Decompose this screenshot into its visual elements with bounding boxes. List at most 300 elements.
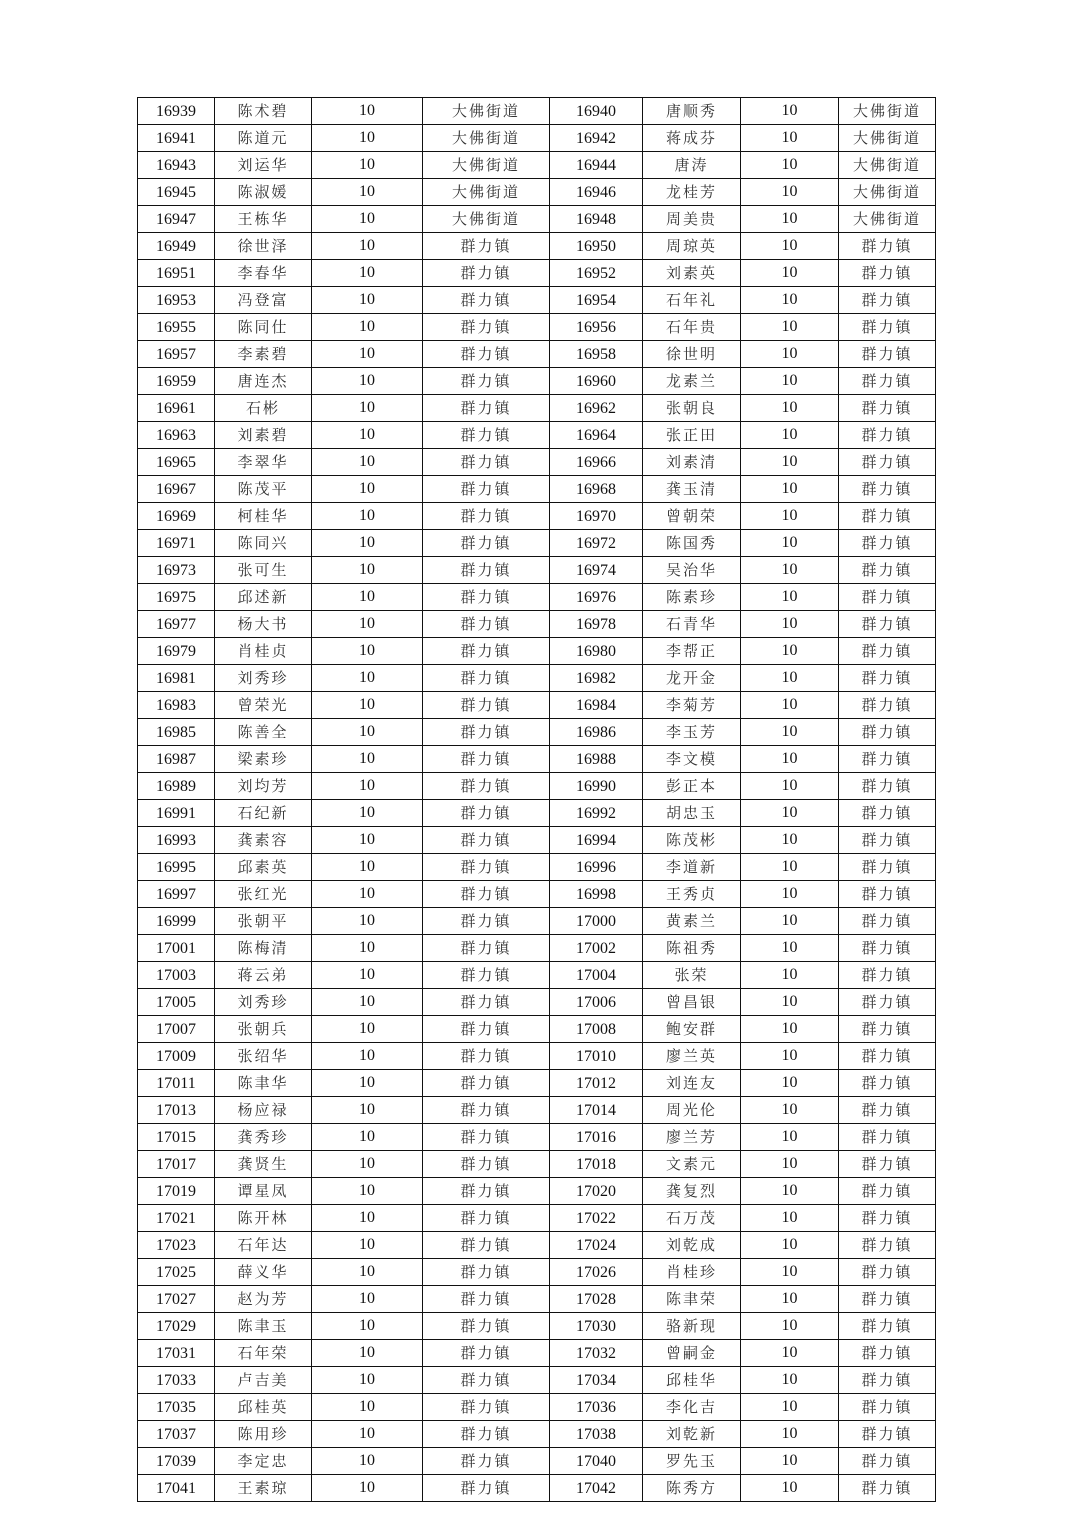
cell-amount: 10 xyxy=(741,530,839,557)
table-row xyxy=(138,1259,936,1286)
cell-id: 16972 xyxy=(550,530,643,557)
cell-place: 群力镇 xyxy=(839,854,936,881)
cell-amount: 10 xyxy=(312,260,423,287)
cell-name: 邱桂华 xyxy=(643,1367,741,1394)
cell-place: 群力镇 xyxy=(839,881,936,908)
cell-name: 杨应禄 xyxy=(215,1097,312,1124)
cell-id: 17007 xyxy=(138,1016,215,1043)
table-row xyxy=(138,1178,936,1205)
cell-name: 石万茂 xyxy=(643,1205,741,1232)
cell-name: 冯登富 xyxy=(215,287,312,314)
cell-place: 群力镇 xyxy=(423,935,550,962)
cell-id: 17013 xyxy=(138,1097,215,1124)
cell-amount: 10 xyxy=(312,98,423,125)
cell-place: 大佛街道 xyxy=(423,98,550,125)
cell-id: 17004 xyxy=(550,962,643,989)
cell-place: 群力镇 xyxy=(423,584,550,611)
cell-id: 16955 xyxy=(138,314,215,341)
cell-amount: 10 xyxy=(312,773,423,800)
cell-place: 群力镇 xyxy=(839,692,936,719)
cell-amount: 10 xyxy=(312,314,423,341)
table-row xyxy=(138,395,936,422)
cell-amount: 10 xyxy=(312,1151,423,1178)
cell-name: 张绍华 xyxy=(215,1043,312,1070)
cell-amount: 10 xyxy=(312,530,423,557)
cell-amount: 10 xyxy=(741,1367,839,1394)
cell-name: 文素元 xyxy=(643,1151,741,1178)
table-row xyxy=(138,1205,936,1232)
cell-place: 群力镇 xyxy=(839,773,936,800)
cell-place: 群力镇 xyxy=(839,1205,936,1232)
cell-place: 群力镇 xyxy=(423,395,550,422)
cell-place: 大佛街道 xyxy=(839,206,936,233)
cell-place: 群力镇 xyxy=(839,314,936,341)
cell-place: 大佛街道 xyxy=(839,98,936,125)
cell-id: 16954 xyxy=(550,287,643,314)
cell-place: 群力镇 xyxy=(423,1475,550,1502)
cell-id: 17040 xyxy=(550,1448,643,1475)
cell-id: 16960 xyxy=(550,368,643,395)
table-row xyxy=(138,476,936,503)
cell-place: 群力镇 xyxy=(839,1313,936,1340)
cell-amount: 10 xyxy=(741,1475,839,1502)
cell-amount: 10 xyxy=(741,125,839,152)
table-row xyxy=(138,1286,936,1313)
cell-id: 17032 xyxy=(550,1340,643,1367)
table-row xyxy=(138,827,936,854)
cell-id: 17001 xyxy=(138,935,215,962)
cell-amount: 10 xyxy=(741,827,839,854)
cell-place: 群力镇 xyxy=(839,1151,936,1178)
table-row xyxy=(138,665,936,692)
cell-amount: 10 xyxy=(312,179,423,206)
cell-name: 石年礼 xyxy=(643,287,741,314)
cell-name: 蒋云弟 xyxy=(215,962,312,989)
cell-amount: 10 xyxy=(741,1016,839,1043)
cell-name: 刘乾成 xyxy=(643,1232,741,1259)
cell-id: 16939 xyxy=(138,98,215,125)
cell-amount: 10 xyxy=(741,1232,839,1259)
cell-name: 唐连杰 xyxy=(215,368,312,395)
cell-amount: 10 xyxy=(312,1394,423,1421)
cell-place: 大佛街道 xyxy=(839,152,936,179)
cell-id: 16962 xyxy=(550,395,643,422)
table-row xyxy=(138,1313,936,1340)
cell-id: 17028 xyxy=(550,1286,643,1313)
cell-place: 群力镇 xyxy=(839,341,936,368)
cell-name: 周光伦 xyxy=(643,1097,741,1124)
cell-place: 群力镇 xyxy=(423,287,550,314)
cell-name: 徐世明 xyxy=(643,341,741,368)
cell-name: 廖兰英 xyxy=(643,1043,741,1070)
cell-amount: 10 xyxy=(741,881,839,908)
cell-name: 刘乾新 xyxy=(643,1421,741,1448)
cell-place: 群力镇 xyxy=(839,665,936,692)
cell-id: 16968 xyxy=(550,476,643,503)
table-row xyxy=(138,962,936,989)
cell-place: 群力镇 xyxy=(839,1097,936,1124)
cell-place: 群力镇 xyxy=(839,827,936,854)
cell-name: 罗先玉 xyxy=(643,1448,741,1475)
cell-place: 群力镇 xyxy=(839,287,936,314)
cell-id: 16973 xyxy=(138,557,215,584)
cell-name: 黄素兰 xyxy=(643,908,741,935)
cell-place: 群力镇 xyxy=(839,719,936,746)
cell-place: 群力镇 xyxy=(423,962,550,989)
cell-amount: 10 xyxy=(312,1448,423,1475)
cell-id: 17027 xyxy=(138,1286,215,1313)
cell-place: 群力镇 xyxy=(839,962,936,989)
cell-place: 群力镇 xyxy=(839,989,936,1016)
cell-amount: 10 xyxy=(741,152,839,179)
cell-name: 李道新 xyxy=(643,854,741,881)
cell-name: 刘素清 xyxy=(643,449,741,476)
cell-place: 群力镇 xyxy=(839,422,936,449)
cell-id: 16970 xyxy=(550,503,643,530)
cell-id: 17031 xyxy=(138,1340,215,1367)
table-row xyxy=(138,989,936,1016)
table-row xyxy=(138,98,936,125)
cell-amount: 10 xyxy=(312,206,423,233)
cell-name: 谭星凤 xyxy=(215,1178,312,1205)
cell-id: 17029 xyxy=(138,1313,215,1340)
cell-amount: 10 xyxy=(312,1016,423,1043)
cell-place: 群力镇 xyxy=(839,908,936,935)
cell-name: 杨大书 xyxy=(215,611,312,638)
cell-place: 群力镇 xyxy=(839,1286,936,1313)
cell-id: 17035 xyxy=(138,1394,215,1421)
cell-name: 刘秀珍 xyxy=(215,989,312,1016)
cell-amount: 10 xyxy=(312,449,423,476)
cell-id: 17037 xyxy=(138,1421,215,1448)
table-row xyxy=(138,1475,936,1502)
cell-name: 石青华 xyxy=(643,611,741,638)
table-row xyxy=(138,152,936,179)
cell-amount: 10 xyxy=(312,1259,423,1286)
cell-name: 彭正本 xyxy=(643,773,741,800)
table-row xyxy=(138,287,936,314)
cell-id: 16977 xyxy=(138,611,215,638)
cell-name: 鲍安群 xyxy=(643,1016,741,1043)
cell-id: 16986 xyxy=(550,719,643,746)
cell-id: 16989 xyxy=(138,773,215,800)
cell-id: 16956 xyxy=(550,314,643,341)
cell-amount: 10 xyxy=(741,287,839,314)
cell-id: 17025 xyxy=(138,1259,215,1286)
cell-place: 群力镇 xyxy=(839,1070,936,1097)
cell-place: 群力镇 xyxy=(423,530,550,557)
cell-place: 大佛街道 xyxy=(423,206,550,233)
cell-id: 17012 xyxy=(550,1070,643,1097)
cell-name: 邱素英 xyxy=(215,854,312,881)
cell-name: 曾嗣金 xyxy=(643,1340,741,1367)
cell-place: 群力镇 xyxy=(839,800,936,827)
cell-amount: 10 xyxy=(741,368,839,395)
cell-name: 陈素珍 xyxy=(643,584,741,611)
cell-id: 17030 xyxy=(550,1313,643,1340)
cell-name: 陈用珍 xyxy=(215,1421,312,1448)
cell-place: 群力镇 xyxy=(839,1421,936,1448)
cell-amount: 10 xyxy=(741,98,839,125)
cell-id: 17014 xyxy=(550,1097,643,1124)
cell-amount: 10 xyxy=(741,935,839,962)
cell-name: 陈祖秀 xyxy=(643,935,741,962)
cell-id: 16951 xyxy=(138,260,215,287)
cell-amount: 10 xyxy=(312,341,423,368)
cell-name: 石年荣 xyxy=(215,1340,312,1367)
cell-amount: 10 xyxy=(312,1313,423,1340)
cell-place: 群力镇 xyxy=(839,503,936,530)
cell-amount: 10 xyxy=(741,422,839,449)
cell-amount: 10 xyxy=(741,1124,839,1151)
cell-name: 吴治华 xyxy=(643,557,741,584)
cell-id: 16981 xyxy=(138,665,215,692)
cell-name: 龚秀珍 xyxy=(215,1124,312,1151)
cell-name: 刘均芳 xyxy=(215,773,312,800)
cell-place: 群力镇 xyxy=(423,1367,550,1394)
cell-name: 石年贵 xyxy=(643,314,741,341)
cell-amount: 10 xyxy=(741,233,839,260)
cell-place: 群力镇 xyxy=(423,989,550,1016)
cell-id: 17023 xyxy=(138,1232,215,1259)
cell-amount: 10 xyxy=(312,557,423,584)
cell-amount: 10 xyxy=(741,962,839,989)
cell-id: 16996 xyxy=(550,854,643,881)
cell-place: 群力镇 xyxy=(423,341,550,368)
cell-amount: 10 xyxy=(312,395,423,422)
cell-id: 17039 xyxy=(138,1448,215,1475)
cell-place: 群力镇 xyxy=(423,1259,550,1286)
table-row xyxy=(138,503,936,530)
table-row xyxy=(138,1340,936,1367)
cell-name: 周琼英 xyxy=(643,233,741,260)
cell-amount: 10 xyxy=(312,1124,423,1151)
cell-amount: 10 xyxy=(741,1097,839,1124)
table-row xyxy=(138,1043,936,1070)
table-row xyxy=(138,125,936,152)
cell-name: 李素碧 xyxy=(215,341,312,368)
cell-name: 周美贵 xyxy=(643,206,741,233)
cell-name: 邱桂英 xyxy=(215,1394,312,1421)
cell-place: 群力镇 xyxy=(839,1016,936,1043)
cell-id: 16963 xyxy=(138,422,215,449)
cell-place: 群力镇 xyxy=(839,638,936,665)
cell-name: 陈国秀 xyxy=(643,530,741,557)
cell-id: 17021 xyxy=(138,1205,215,1232)
cell-amount: 10 xyxy=(741,1178,839,1205)
cell-name: 王栋华 xyxy=(215,206,312,233)
cell-name: 徐世泽 xyxy=(215,233,312,260)
cell-id: 16966 xyxy=(550,449,643,476)
cell-id: 16995 xyxy=(138,854,215,881)
cell-id: 16944 xyxy=(550,152,643,179)
cell-place: 群力镇 xyxy=(839,584,936,611)
table-row xyxy=(138,584,936,611)
cell-id: 17041 xyxy=(138,1475,215,1502)
cell-name: 陈聿华 xyxy=(215,1070,312,1097)
table-row xyxy=(138,692,936,719)
cell-place: 群力镇 xyxy=(423,1232,550,1259)
cell-name: 刘连友 xyxy=(643,1070,741,1097)
cell-id: 16942 xyxy=(550,125,643,152)
cell-name: 石年达 xyxy=(215,1232,312,1259)
cell-name: 陈开林 xyxy=(215,1205,312,1232)
cell-id: 17034 xyxy=(550,1367,643,1394)
cell-place: 群力镇 xyxy=(839,449,936,476)
cell-id: 16997 xyxy=(138,881,215,908)
cell-place: 群力镇 xyxy=(423,1178,550,1205)
cell-name: 李玉芳 xyxy=(643,719,741,746)
cell-id: 16945 xyxy=(138,179,215,206)
cell-place: 群力镇 xyxy=(423,368,550,395)
cell-amount: 10 xyxy=(312,1232,423,1259)
cell-amount: 10 xyxy=(312,152,423,179)
cell-place: 群力镇 xyxy=(423,719,550,746)
table-row xyxy=(138,1394,936,1421)
cell-id: 16978 xyxy=(550,611,643,638)
cell-place: 大佛街道 xyxy=(423,152,550,179)
cell-id: 17002 xyxy=(550,935,643,962)
cell-place: 大佛街道 xyxy=(423,125,550,152)
cell-id: 17008 xyxy=(550,1016,643,1043)
cell-place: 群力镇 xyxy=(423,854,550,881)
cell-name: 李文模 xyxy=(643,746,741,773)
cell-id: 17015 xyxy=(138,1124,215,1151)
cell-id: 17033 xyxy=(138,1367,215,1394)
cell-amount: 10 xyxy=(741,638,839,665)
table-row xyxy=(138,881,936,908)
cell-name: 曾昌银 xyxy=(643,989,741,1016)
table-row xyxy=(138,1448,936,1475)
cell-name: 陈同兴 xyxy=(215,530,312,557)
table-row xyxy=(138,179,936,206)
cell-name: 王素琼 xyxy=(215,1475,312,1502)
cell-place: 群力镇 xyxy=(423,449,550,476)
table-row xyxy=(138,1097,936,1124)
recipient-table xyxy=(137,97,936,1502)
cell-place: 群力镇 xyxy=(423,746,550,773)
cell-id: 17010 xyxy=(550,1043,643,1070)
cell-amount: 10 xyxy=(741,1259,839,1286)
cell-amount: 10 xyxy=(741,1043,839,1070)
cell-place: 群力镇 xyxy=(423,1394,550,1421)
cell-name: 陈同仕 xyxy=(215,314,312,341)
cell-place: 群力镇 xyxy=(423,611,550,638)
table-row xyxy=(138,314,936,341)
cell-amount: 10 xyxy=(312,422,423,449)
cell-name: 唐涛 xyxy=(643,152,741,179)
cell-name: 卢吉美 xyxy=(215,1367,312,1394)
cell-amount: 10 xyxy=(741,503,839,530)
cell-amount: 10 xyxy=(312,638,423,665)
cell-place: 群力镇 xyxy=(839,746,936,773)
cell-amount: 10 xyxy=(741,449,839,476)
cell-place: 群力镇 xyxy=(423,638,550,665)
cell-amount: 10 xyxy=(741,584,839,611)
cell-name: 刘运华 xyxy=(215,152,312,179)
cell-place: 群力镇 xyxy=(423,1448,550,1475)
cell-id: 16988 xyxy=(550,746,643,773)
cell-place: 群力镇 xyxy=(423,233,550,260)
cell-amount: 10 xyxy=(312,503,423,530)
cell-place: 群力镇 xyxy=(839,1340,936,1367)
cell-name: 唐顺秀 xyxy=(643,98,741,125)
cell-name: 陈聿玉 xyxy=(215,1313,312,1340)
cell-name: 李帮正 xyxy=(643,638,741,665)
table-row xyxy=(138,422,936,449)
cell-place: 群力镇 xyxy=(423,1097,550,1124)
cell-id: 17036 xyxy=(550,1394,643,1421)
cell-name: 陈梅清 xyxy=(215,935,312,962)
table-row xyxy=(138,449,936,476)
cell-amount: 10 xyxy=(312,287,423,314)
cell-amount: 10 xyxy=(741,1448,839,1475)
cell-place: 群力镇 xyxy=(839,557,936,584)
cell-id: 17026 xyxy=(550,1259,643,1286)
cell-place: 群力镇 xyxy=(839,1367,936,1394)
cell-place: 群力镇 xyxy=(423,422,550,449)
cell-id: 17038 xyxy=(550,1421,643,1448)
cell-id: 16976 xyxy=(550,584,643,611)
cell-place: 群力镇 xyxy=(839,530,936,557)
cell-id: 16952 xyxy=(550,260,643,287)
cell-amount: 10 xyxy=(312,665,423,692)
cell-id: 16949 xyxy=(138,233,215,260)
cell-place: 大佛街道 xyxy=(839,179,936,206)
cell-id: 16990 xyxy=(550,773,643,800)
cell-amount: 10 xyxy=(312,611,423,638)
cell-name: 王秀贞 xyxy=(643,881,741,908)
cell-amount: 10 xyxy=(312,800,423,827)
cell-id: 16994 xyxy=(550,827,643,854)
cell-amount: 10 xyxy=(312,719,423,746)
cell-name: 曾朝荣 xyxy=(643,503,741,530)
cell-amount: 10 xyxy=(741,800,839,827)
table-row xyxy=(138,854,936,881)
table-row xyxy=(138,341,936,368)
cell-id: 17000 xyxy=(550,908,643,935)
table-row xyxy=(138,557,936,584)
cell-amount: 10 xyxy=(741,692,839,719)
cell-amount: 10 xyxy=(312,692,423,719)
cell-name: 陈道元 xyxy=(215,125,312,152)
table-row xyxy=(138,800,936,827)
cell-place: 群力镇 xyxy=(423,1043,550,1070)
cell-id: 16959 xyxy=(138,368,215,395)
table-row xyxy=(138,233,936,260)
cell-amount: 10 xyxy=(312,746,423,773)
cell-amount: 10 xyxy=(312,233,423,260)
cell-id: 17017 xyxy=(138,1151,215,1178)
cell-amount: 10 xyxy=(312,962,423,989)
cell-name: 赵为芳 xyxy=(215,1286,312,1313)
cell-place: 群力镇 xyxy=(839,395,936,422)
table-row xyxy=(138,746,936,773)
cell-amount: 10 xyxy=(312,1286,423,1313)
cell-amount: 10 xyxy=(741,1313,839,1340)
cell-place: 群力镇 xyxy=(423,800,550,827)
cell-amount: 10 xyxy=(741,773,839,800)
table-row xyxy=(138,368,936,395)
cell-name: 胡忠玉 xyxy=(643,800,741,827)
cell-name: 刘素英 xyxy=(643,260,741,287)
cell-amount: 10 xyxy=(741,665,839,692)
cell-place: 群力镇 xyxy=(839,611,936,638)
cell-place: 群力镇 xyxy=(423,314,550,341)
cell-place: 群力镇 xyxy=(839,233,936,260)
cell-place: 群力镇 xyxy=(839,1232,936,1259)
cell-amount: 10 xyxy=(312,935,423,962)
